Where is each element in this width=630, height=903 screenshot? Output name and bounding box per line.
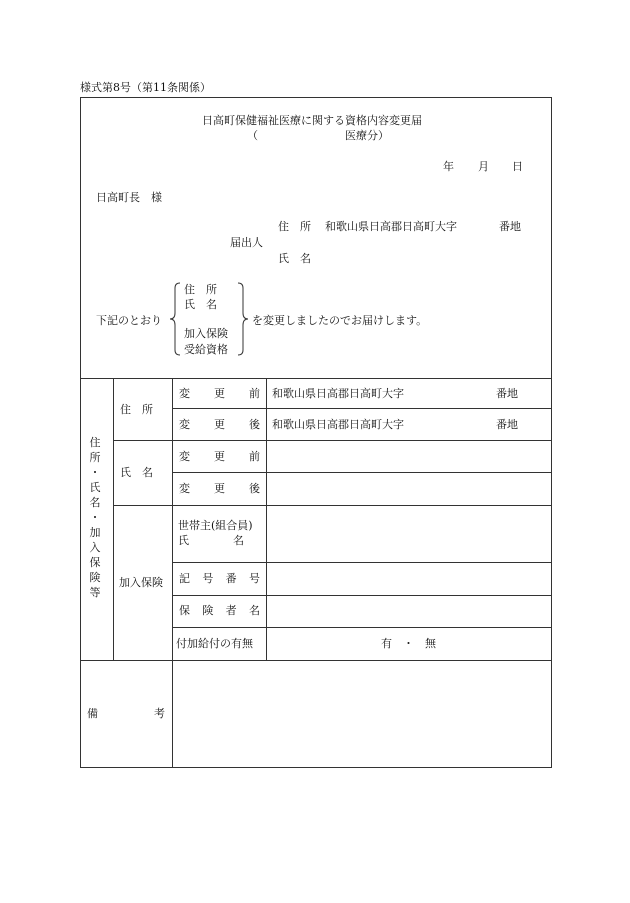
- applicant-banchi: 番地: [499, 220, 521, 233]
- address-after-value: 和歌山県日高郡日高町大字: [272, 418, 404, 431]
- right-brace: [236, 282, 250, 356]
- row-line-symbol-end: [172, 595, 552, 596]
- householder-label-line1: 世帯主(組合員): [178, 519, 253, 532]
- applicant-address-label: 住 所: [278, 220, 311, 233]
- additional-benefit-value: 有 ・ 無: [381, 637, 436, 650]
- bracket-item-address-block: [184, 284, 238, 295]
- row-line-name-mid: [172, 472, 552, 473]
- row-line-householder-end: [172, 562, 552, 563]
- bracket-item-address: 住 所: [184, 283, 217, 296]
- col-divider-category: [113, 378, 114, 660]
- addressee: 日高町長 様: [96, 191, 162, 204]
- applicant-address-value: 和歌山県日高郡日高町大字: [325, 220, 457, 233]
- address-after-banchi: 番地: [496, 418, 518, 431]
- insurance-item-label: 加入保険: [119, 576, 163, 589]
- bracket-item-name: 氏 名: [184, 298, 217, 311]
- address-before-banchi: 番地: [496, 387, 518, 400]
- bracket-item-eligibility: 受給資格: [184, 343, 228, 356]
- bracket-item-insurance: 加入保険: [184, 327, 228, 340]
- applicant-label: 届出人: [230, 236, 263, 249]
- statement-suffix: を変更しましたのでお届けします。: [252, 314, 428, 327]
- category-label-vertical: 住 所 ・ 氏 名 ・ 加 入 保 険 等: [89, 436, 101, 599]
- insurer-name-label: 保 険 者 名: [179, 604, 260, 617]
- form-number-label: 様式第8号（第11条関係）: [80, 81, 211, 94]
- address-item-label: 住 所: [120, 403, 153, 416]
- col-divider-item: [172, 378, 173, 768]
- address-after-label: 変 更 後: [179, 418, 260, 431]
- row-line-address-end: [113, 440, 552, 441]
- name-after-label: 変 更 後: [179, 482, 260, 495]
- remarks-label: 備 考: [87, 707, 165, 720]
- applicant-name-label: 氏 名: [278, 252, 311, 265]
- col-divider-label: [266, 378, 267, 660]
- address-before-label: 変 更 前: [179, 387, 260, 400]
- row-line-section-end: [80, 660, 552, 661]
- name-item-label: 氏 名: [120, 466, 153, 479]
- date-year-label: 年: [443, 160, 454, 173]
- subtitle-suffix: 医療分）: [345, 129, 389, 142]
- symbol-number-label: 記 号 番 号: [179, 572, 260, 585]
- date-day-label: 日: [512, 160, 523, 173]
- date-month-label: 月: [478, 160, 489, 173]
- row-line-address-mid: [172, 408, 552, 409]
- row-line-name-end: [113, 505, 552, 506]
- subtitle-open-paren: （: [247, 129, 258, 142]
- form-title: 日高町保健福祉医療に関する資格内容変更届: [202, 114, 422, 127]
- left-brace: [168, 282, 182, 356]
- statement-prefix: 下記のとおり: [96, 314, 162, 327]
- additional-benefit-label: 付加給付の有無: [176, 637, 253, 650]
- row-line-insurer-end: [172, 627, 552, 628]
- header-section: [80, 97, 552, 379]
- name-before-label: 変 更 前: [179, 450, 260, 463]
- address-before-value: 和歌山県日高郡日高町大字: [272, 387, 404, 400]
- householder-label-line2: 氏 名: [178, 534, 244, 547]
